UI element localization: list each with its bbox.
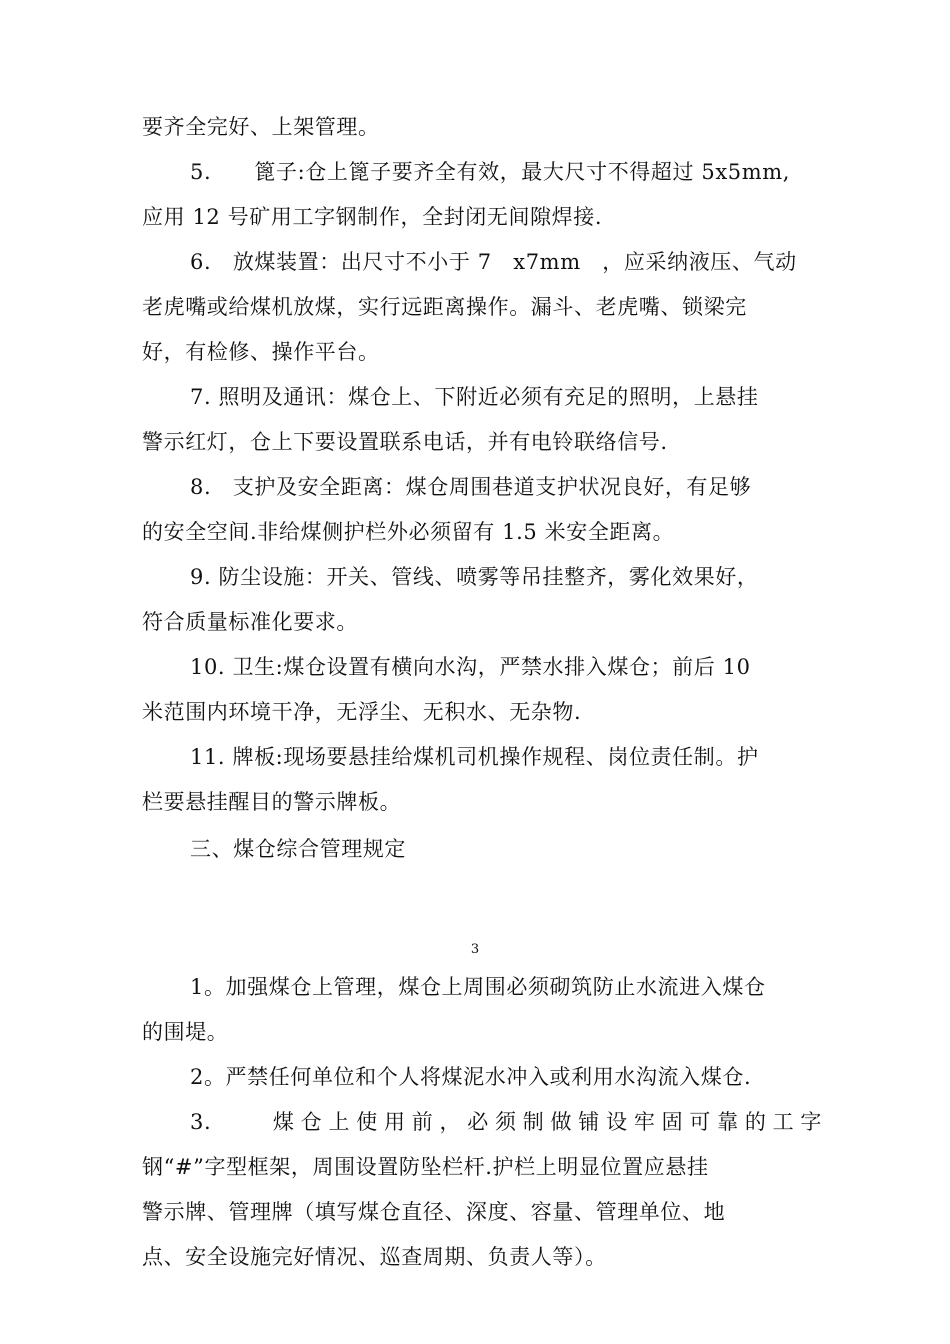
text-line: 3. 煤仓上使用前，必须制做铺设牢固可靠的工字: [190, 1110, 822, 1134]
text-line: 8. 支护及安全距离：煤仓周围巷道支护状况良好，有足够: [190, 475, 752, 499]
text-line: 6. 放煤装置：出尺寸不小于 7 x7mm ，应采纳液压、气动: [190, 250, 797, 274]
text-line: 9. 防尘设施：开关、管线、喷雾等吊挂整齐，雾化效果好，: [190, 565, 759, 589]
text-line: 符合质量标准化要求。: [142, 610, 358, 634]
text-line: 钢“#”字型框架，周围设置防坠栏杆.护栏上明显位置应悬挂: [142, 1155, 709, 1179]
section-heading: 三、煤仓综合管理规定: [190, 837, 406, 861]
text-line: 5. 篦子:仓上篦子要齐全有效，最大尺寸不得超过 5x5mm,: [190, 160, 791, 184]
text-line: 要齐全完好、上架管理。: [142, 115, 380, 139]
text-line: 的围堤。: [142, 1020, 229, 1044]
text-line: 点、安全设施完好情况、巡查周期、负责人等）。: [142, 1245, 607, 1269]
text-line: 米范围内环境干净，无浮尘、无积水、无杂物.: [142, 700, 582, 724]
text-line: 1。加强煤仓上管理，煤仓上周围必须砌筑防止水流进入煤仓: [190, 975, 766, 999]
text-line: 11. 牌板:现场要悬挂给煤机司机操作规程、岗位责任制。护: [190, 745, 759, 769]
text-line: 2。严禁任何单位和个人将煤泥水冲入或利用水沟流入煤仓.: [190, 1065, 752, 1089]
text-line: 老虎嘴或给煤机放煤，实行远距离操作。漏斗、老虎嘴、锁梁完: [142, 295, 747, 319]
text-line: 应用 12 号矿用工字钢制作，全封闭无间隙焊接.: [142, 205, 603, 229]
text-line: 警示牌、管理牌（填写煤仓直径、深度、容量、管理单位、地: [142, 1200, 726, 1224]
page-number: 3: [470, 942, 480, 957]
text-line: 好，有检修、操作平台。: [142, 340, 380, 364]
text-line: 10. 卫生:煤仓设置有横向水沟，严禁水排入煤仓；前后 10: [190, 655, 751, 679]
text-line: 的安全空间.非给煤侧护栏外必须留有 1.5 米安全距离。: [142, 520, 675, 544]
text-line: 栏要悬挂醒目的警示牌板。: [142, 790, 402, 814]
text-line: 警示红灯，仓上下要设置联系电话，并有电铃联络信号.: [142, 430, 668, 454]
text-line: 7. 照明及通讯：煤仓上、下附近必须有充足的照明，上悬挂: [190, 385, 759, 409]
